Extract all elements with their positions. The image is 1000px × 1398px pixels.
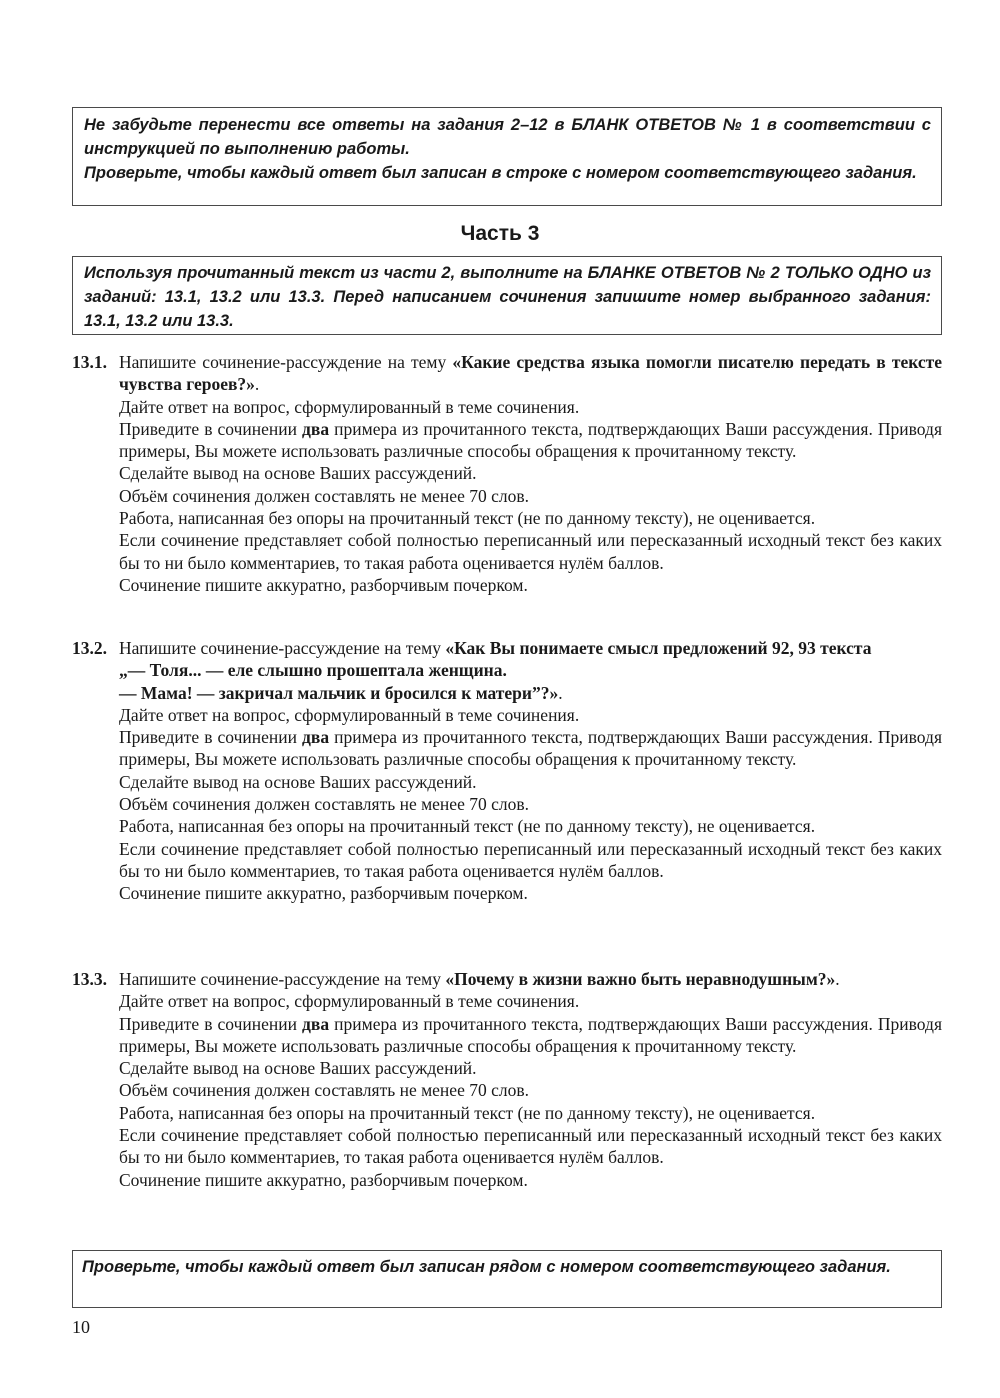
page-number: 10 xyxy=(72,1317,90,1337)
task-body xyxy=(119,968,942,1191)
instruction-examples-after: примера из прочитанного текста, подтверждающих Ваши рассуждения. Приводя примеры, Вы можете использовать различные способы обращения к прочитанному тексту. xyxy=(119,418,942,462)
instruction-examples xyxy=(119,418,942,463)
task-topic: «Как Вы понимаете смысл предложений 92, 93 текста xyxy=(445,638,872,658)
instruction-handwriting: Сочинение пишите аккуратно, разборчивым почерком. xyxy=(119,883,528,904)
task-body xyxy=(119,637,942,905)
instruction-volume: Объём сочинения должен составлять не менее 70 слов. xyxy=(119,794,529,815)
task-13-2 xyxy=(72,637,942,905)
task-quote-line-2: — Мама! — закричал мальчик и бросился к матери”?» xyxy=(119,682,559,703)
instruction-volume: Объём сочинения должен составлять не менее 70 слов. xyxy=(119,485,529,506)
instruction-examples-before: Приведите в сочинении xyxy=(119,418,303,439)
task-13-1 xyxy=(72,351,942,596)
task-quote-line-2-wrap xyxy=(119,682,942,704)
task-topic: «Какие средства языка помогли писателю передать в тексте чувства героев?» xyxy=(119,352,943,395)
task-prompt xyxy=(119,351,942,396)
instruction-examples-before: Приведите в сочинении xyxy=(119,1013,303,1034)
part-instruction-text: Используя прочитанный текст из части 2, выполните на БЛАНКЕ ОТВЕТОВ № 2 ТОЛЬКО ОДНО из заданий: 13.1, 13.2 или 13.3. Перед написанием сочинения запишите номер выбранного задания: 13.1, 13.2 или 13.3. xyxy=(84,264,931,330)
task-topic: «Почему в жизни важно быть неравнодушным?» xyxy=(445,969,836,989)
task-number: 13.1. xyxy=(72,352,107,372)
instruction-handwriting: Сочинение пишите аккуратно, разборчивым почерком. xyxy=(119,1169,528,1190)
instruction-no-text: Работа, написанная без опоры на прочитанный текст (не по данному тексту), не оценивается. xyxy=(119,816,816,837)
transfer-answers-notice xyxy=(72,107,942,206)
task-prompt xyxy=(119,637,942,659)
task-lead: Напишите сочинение-рассуждение на тему xyxy=(119,638,446,658)
instruction-examples-count: два xyxy=(302,1013,330,1034)
instruction-answer: Дайте ответ на вопрос, сформулированный в теме сочинения. xyxy=(119,396,580,417)
task-quote-line-1: „— Толя... — еле слышно прошептала женщина. xyxy=(119,660,507,681)
check-answers-text: Проверьте, чтобы каждый ответ был записан рядом с номером соответствующего задания. xyxy=(82,1258,891,1276)
instruction-handwriting: Сочинение пишите аккуратно, разборчивым почерком. xyxy=(119,574,528,595)
task-topic-end: . xyxy=(254,374,260,395)
task-body xyxy=(119,351,942,596)
instruction-answer: Дайте ответ на вопрос, сформулированный в теме сочинения. xyxy=(119,991,580,1012)
task-number: 13.2. xyxy=(72,638,107,658)
instruction-rewrite: Если сочинение представляет собой полностью переписанный или пересказанный исходный текст без каких бы то ни было комментариев, то такая работа оценивается нулём баллов. xyxy=(119,530,942,573)
instruction-no-text: Работа, написанная без опоры на прочитанный текст (не по данному тексту), не оценивается. xyxy=(119,1102,816,1123)
check-rows-notice-text: Проверьте, чтобы каждый ответ был записан в строке с номером соответствующего задания. xyxy=(84,164,917,182)
task-number: 13.3. xyxy=(72,969,107,989)
task-lead: Напишите сочинение-рассуждение на тему xyxy=(119,352,453,372)
instruction-conclusion: Сделайте вывод на основе Ваших рассуждений. xyxy=(119,463,477,484)
instruction-examples xyxy=(119,1013,942,1058)
instruction-conclusion: Сделайте вывод на основе Ваших рассуждений. xyxy=(119,1058,477,1079)
task-topic-end: . xyxy=(558,682,563,703)
instruction-rewrite: Если сочинение представляет собой полностью переписанный или пересказанный исходный текст без каких бы то ни было комментариев, то такая работа оценивается нулём баллов. xyxy=(119,1125,942,1168)
instruction-examples-count: два xyxy=(302,418,330,439)
instruction-rewrite: Если сочинение представляет собой полностью переписанный или пересказанный исходный текст без каких бы то ни было комментариев, то такая работа оценивается нулём баллов. xyxy=(119,838,942,881)
instruction-examples-after: примера из прочитанного текста, подтверждающих Ваши рассуждения. Приводя примеры, Вы можете использовать различные способы обращения к прочитанному тексту. xyxy=(119,727,942,770)
instruction-examples-after: примера из прочитанного текста, подтверждающих Ваши рассуждения. Приводя примеры, Вы можете использовать различные способы обращения к прочитанному тексту. xyxy=(119,1013,942,1056)
part-instruction-box xyxy=(72,256,942,335)
instruction-answer: Дайте ответ на вопрос, сформулированный в теме сочинения. xyxy=(119,704,580,725)
instruction-examples-count: два xyxy=(302,727,330,748)
instruction-no-text: Работа, написанная без опоры на прочитанный текст (не по данному тексту), не оценивается. xyxy=(119,508,816,529)
transfer-notice-text: Не забудьте перенести все ответы на задания 2–12 в БЛАНК ОТВЕТОВ № 1 в соответствии с инструкцией по выполнению работы. xyxy=(84,116,931,158)
task-prompt xyxy=(119,968,942,990)
task-13-3 xyxy=(72,968,942,1191)
instruction-volume: Объём сочинения должен составлять не менее 70 слов. xyxy=(119,1080,529,1101)
instruction-examples-before: Приведите в сочинении xyxy=(119,727,303,748)
check-answers-notice xyxy=(72,1250,942,1308)
part-title: Часть 3 xyxy=(460,222,540,245)
task-lead: Напишите сочинение-рассуждение на тему xyxy=(119,969,446,989)
task-topic-end: . xyxy=(835,969,840,989)
instruction-examples xyxy=(119,726,942,771)
instruction-conclusion: Сделайте вывод на основе Ваших рассуждений. xyxy=(119,771,477,792)
